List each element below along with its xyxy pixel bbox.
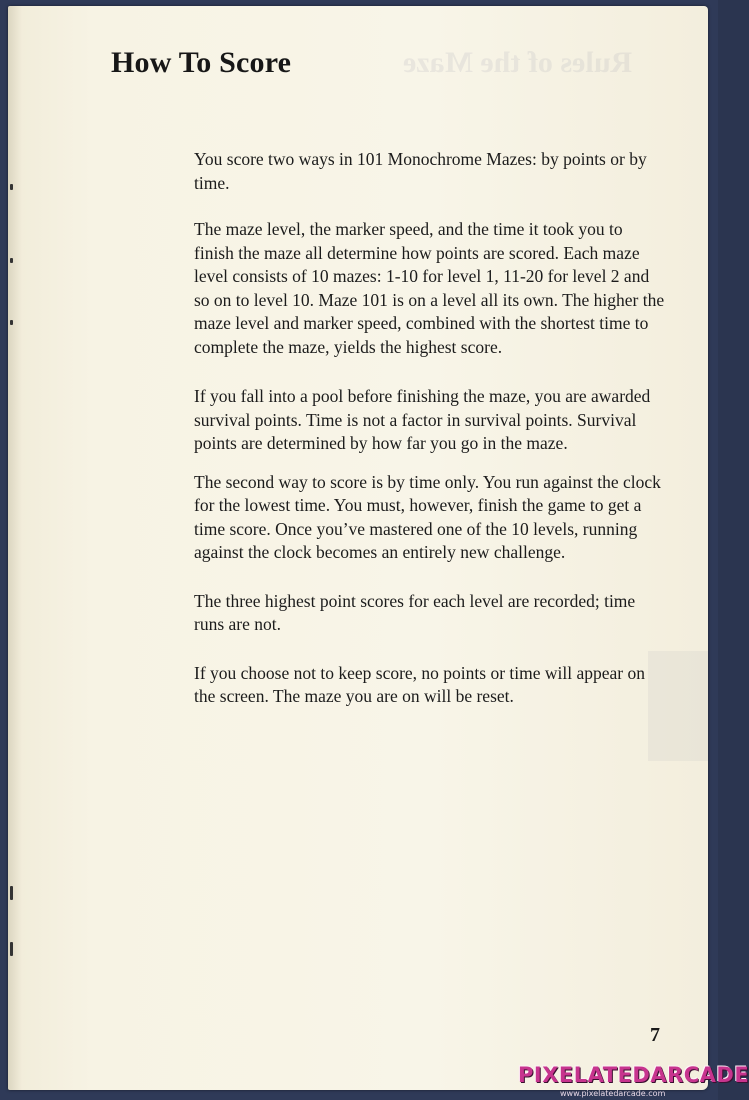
paragraph-time-score: The second way to score is by time only. You run against the clock for the lowest time. You must, however, finish the game to get a time score. Once you’ve mastered one of the 10 levels, running against the clock becomes an entirely new challenge. (194, 471, 661, 562)
binding-mark (10, 258, 13, 263)
paragraph-survival-points: If you fall into a pool before finishing the maze, you are awarded survival points. Time is not a factor in survival points. Survival points are determined by how far you go in the maze. (194, 386, 651, 453)
paragraph-scoring-ways: You score two ways in 101 Monochrome Mazes: by points or by time. (194, 149, 647, 193)
page-title: How To Score (111, 46, 292, 79)
paragraph-no-score: If you choose not to keep score, no points or time will appear on the screen. The maze you are on will be reset. (194, 662, 646, 706)
manual-page (8, 6, 708, 1090)
paragraph-high-scores: The three highest point scores for each level are recorded; time runs are not. (194, 590, 636, 634)
binding-mark (10, 320, 13, 325)
binding-mark (10, 942, 13, 956)
watermark-url: www.pixelatedarcade.com (560, 1089, 666, 1098)
binding-mark (10, 886, 13, 900)
page-number: 7 (650, 1024, 660, 1046)
paragraph-points: The maze level, the marker speed, and the time it took you to finish the maze all determine how points are scored. Each maze level consists of 10 mazes: 1-10 for level 1, 11-20 for level 2 and so on to level 10. Maze 101 is on a level all its own. The higher the maze level and marker speed, combined with the shortest time to complete the maze, yields the highest score. (194, 219, 665, 357)
watermark-logo: PIXELATEDARCADE (518, 1063, 749, 1087)
body-text (194, 148, 666, 709)
binding-mark (10, 184, 13, 190)
bleed-through-title: Rules of the Maze (403, 46, 633, 79)
